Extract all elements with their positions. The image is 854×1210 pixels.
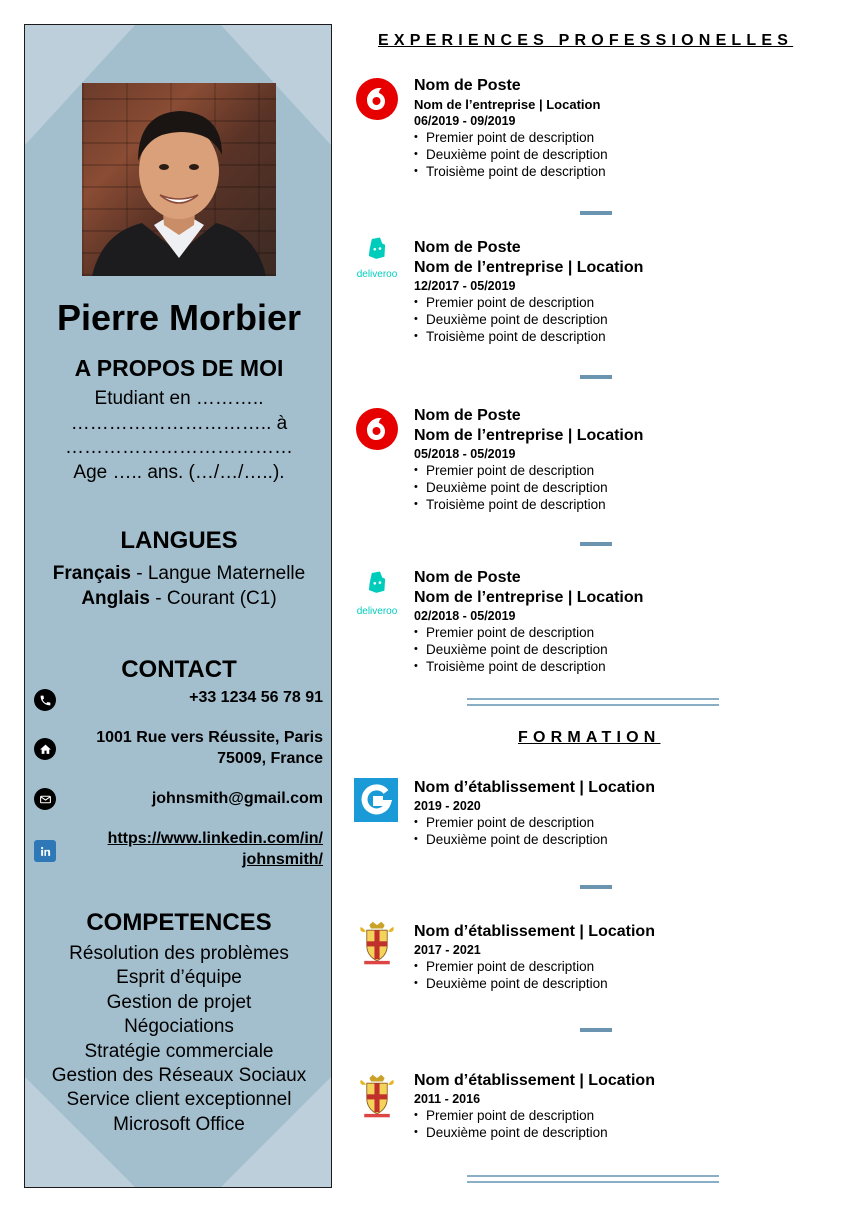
bullet-item: • Troisième point de description bbox=[414, 328, 834, 345]
mail-icon bbox=[34, 788, 56, 810]
crest-icon bbox=[354, 1073, 400, 1119]
bullet-item: • Deuxième point de description bbox=[414, 479, 834, 496]
skill-item: Résolution des problèmes bbox=[69, 943, 289, 964]
company-location: Nom de l’entreprise | Location bbox=[414, 259, 644, 276]
language-item bbox=[25, 588, 332, 610]
skill-item: Gestion de projet bbox=[106, 991, 252, 1013]
skills-title: COMPETENCES bbox=[86, 909, 272, 936]
language-item bbox=[25, 563, 332, 585]
skill-item: Service client exceptionnel bbox=[66, 1089, 292, 1111]
dates: 2017 - 2021 bbox=[414, 943, 481, 957]
dates: 12/2017 - 05/2019 bbox=[414, 279, 516, 293]
about-line: Etudiant en ……….. bbox=[94, 388, 264, 409]
bullet-item: • Premier point de description bbox=[414, 462, 834, 479]
position-title: Nom de Poste bbox=[414, 239, 521, 256]
position-title: Nom de Poste bbox=[414, 569, 521, 586]
full-name: Pierre Morbier bbox=[56, 297, 302, 338]
experience-title: EXPERIENCES PROFESSIONELLES bbox=[378, 32, 794, 49]
deliveroo-icon bbox=[354, 238, 400, 284]
dates: 05/2018 - 05/2019 bbox=[414, 447, 516, 461]
bullet-list bbox=[414, 624, 834, 675]
dates: 06/2019 - 09/2019 bbox=[414, 114, 516, 128]
bullet-list bbox=[414, 1107, 834, 1141]
education-title: FORMATION bbox=[518, 729, 661, 746]
bullet-item: • Deuxième point de description bbox=[414, 311, 834, 328]
separator-dash bbox=[580, 542, 612, 546]
contact-address bbox=[96, 727, 323, 769]
deliveroo-wordmark: deliveroo bbox=[356, 606, 398, 617]
linkedin-line[interactable]: https://www.linkedin.com/in/ bbox=[107, 830, 323, 847]
deliveroo-wordmark: deliveroo bbox=[356, 269, 398, 280]
language-name: Anglais bbox=[81, 588, 150, 609]
bullet-item: • Premier point de description bbox=[414, 129, 834, 146]
school-g-icon bbox=[354, 778, 400, 824]
language-level: - Langue Maternelle bbox=[130, 563, 306, 584]
bullet-list bbox=[414, 294, 834, 345]
school-location: Nom d’établissement | Location bbox=[414, 779, 655, 796]
bullet-item: • Deuxième point de description bbox=[414, 975, 834, 992]
phone-icon bbox=[34, 689, 56, 711]
deliveroo-icon bbox=[354, 568, 400, 617]
bullet-item: • Premier point de description bbox=[414, 294, 834, 311]
about-line: ………………………….. à bbox=[70, 412, 288, 434]
skills-list bbox=[25, 942, 332, 1137]
bullet-item: • Premier point de description bbox=[414, 958, 834, 975]
skill-item: Négociations bbox=[124, 1016, 234, 1038]
vodafone-icon bbox=[354, 406, 400, 452]
dates: 2019 - 2020 bbox=[414, 799, 481, 813]
section-divider bbox=[467, 698, 719, 706]
separator-dash bbox=[580, 885, 612, 889]
languages-title: LANGUES bbox=[120, 527, 238, 554]
company-location: Nom de l’entreprise | Location bbox=[414, 97, 601, 112]
skill-item: Stratégie commerciale bbox=[84, 1040, 274, 1062]
about-title: A PROPOS DE MOI bbox=[74, 355, 284, 381]
contact-phone[interactable]: +33 1234 56 78 91 bbox=[189, 689, 323, 706]
bullet-item: • Troisième point de description bbox=[414, 658, 834, 675]
skill-item: Microsoft Office bbox=[113, 1113, 245, 1135]
linkedin-line[interactable]: johnsmith/ bbox=[242, 851, 323, 868]
crest-icon bbox=[354, 920, 400, 966]
bullet-item: • Deuxième point de description bbox=[414, 1124, 834, 1141]
profile-photo bbox=[82, 83, 276, 276]
home-icon bbox=[34, 738, 56, 760]
address-line: 1001 Rue vers Réussite, Paris bbox=[96, 729, 323, 746]
bullet-item: • Deuxième point de description bbox=[414, 641, 834, 658]
school-location: Nom d’établissement | Location bbox=[414, 1072, 655, 1089]
bullet-item: • Troisième point de description bbox=[414, 163, 834, 180]
about-line: Age ….. ans. (…/…/…..). bbox=[73, 461, 285, 483]
bullet-item: • Premier point de description bbox=[414, 814, 834, 831]
contact-linkedin[interactable] bbox=[108, 828, 323, 870]
bullet-list bbox=[414, 462, 834, 513]
dates: 02/2018 - 05/2019 bbox=[414, 609, 516, 623]
language-level: - Courant (C1) bbox=[149, 588, 277, 609]
contact-email[interactable]: johnsmith@gmail.com bbox=[151, 790, 323, 807]
bullet-item: • Premier point de description bbox=[414, 624, 834, 641]
address-line: 75009, France bbox=[217, 750, 323, 767]
linkedin-icon bbox=[34, 840, 56, 862]
bullet-list bbox=[414, 814, 834, 848]
section-divider bbox=[467, 1175, 719, 1183]
separator-dash bbox=[580, 211, 612, 215]
bullet-item: • Deuxième point de description bbox=[414, 831, 834, 848]
school-location: Nom d’établissement | Location bbox=[414, 923, 655, 940]
language-name: Français bbox=[52, 563, 131, 584]
sidebar bbox=[24, 24, 332, 1188]
separator-dash bbox=[580, 375, 612, 379]
position-title: Nom de Poste bbox=[414, 77, 521, 94]
skill-item: Esprit d’équipe bbox=[116, 967, 242, 989]
bullet-list bbox=[414, 129, 834, 180]
bullet-list bbox=[414, 958, 834, 992]
bullet-item: • Troisième point de description bbox=[414, 496, 834, 513]
about-text bbox=[25, 387, 332, 485]
vodafone-icon bbox=[354, 76, 400, 122]
dates: 2011 - 2016 bbox=[414, 1092, 481, 1106]
about-line: ……………………………… bbox=[65, 437, 293, 458]
bullet-item: • Deuxième point de description bbox=[414, 146, 834, 163]
company-location: Nom de l’entreprise | Location bbox=[414, 427, 644, 444]
bullet-item: • Premier point de description bbox=[414, 1107, 834, 1124]
position-title: Nom de Poste bbox=[414, 407, 521, 424]
contact-title: CONTACT bbox=[121, 656, 237, 683]
skill-item: Gestion des Réseaux Sociaux bbox=[51, 1065, 307, 1087]
company-location: Nom de l’entreprise | Location bbox=[414, 589, 644, 606]
separator-dash bbox=[580, 1028, 612, 1032]
